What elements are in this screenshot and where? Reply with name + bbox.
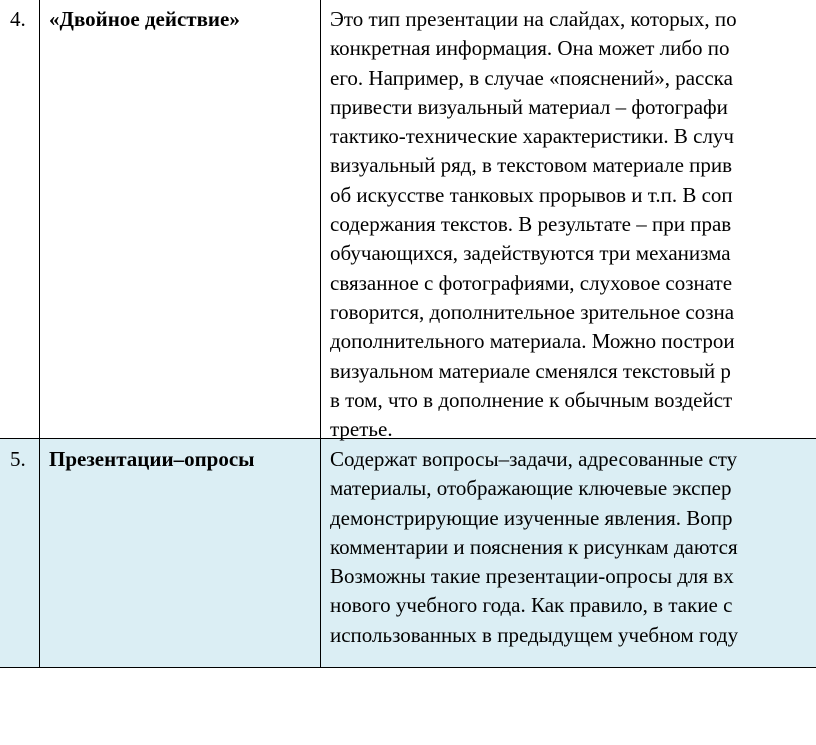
description-line: материалы, отображающие ключевые экспер [330, 476, 732, 501]
description-line: его. Например, в случае «пояснений», расска [330, 65, 733, 90]
description-cell [321, 439, 816, 668]
description-line: третье. [330, 417, 393, 442]
description-line: использованных в предыдущем учебном году [330, 622, 739, 647]
description-line: об искусстве танковых прорывов и т.п. В соп [330, 182, 733, 207]
description-line: Содержат вопросы–задачи, адресованные сту [330, 447, 738, 471]
description-line: Это тип презентации на слайдах, которых, по [330, 7, 737, 31]
description-line: демонстрирующие изученные явления. Вопр [330, 505, 733, 530]
description-line: связанное с фотографиями, слуховое сознате [330, 270, 733, 295]
description-line: Возможны такие презентации-опросы для вх [330, 564, 734, 589]
row-number-cell [0, 439, 40, 668]
description-line: нового учебного года. Как правило, в такие с [330, 593, 733, 618]
description-line: говорится, дополнительное зрительное созна [330, 299, 735, 324]
description-line: визуальный ряд, в текстовом материале прив [330, 153, 733, 178]
presentation-type-cell [40, 0, 321, 439]
row-number-cell [0, 0, 40, 439]
description-line: обучающихся, задействуются три механизма [330, 241, 731, 266]
description-line: в том, что в дополнение к обычным воздейст [330, 387, 733, 412]
description-line: привести визуальный материал – фотографи [330, 94, 728, 119]
description-line: дополнительного материала. Можно построи [330, 329, 735, 354]
presentation-type-cell [40, 439, 321, 668]
row-number: 4. [10, 7, 26, 31]
description-cell [321, 0, 816, 442]
description-line: тактико-технические характеристики. В случ [330, 124, 734, 149]
presentation-type-name: «Двойное действие» [49, 7, 240, 31]
table-row [0, 439, 816, 668]
description-line: конкретная информация. Она может либо по [330, 36, 730, 61]
presentation-type-name: Презентации–опросы [49, 447, 255, 471]
description-line: комментарии и пояснения к рисункам даются [330, 534, 738, 559]
description-line: содержания текстов. В результате – при прав [330, 212, 732, 237]
row-number: 5. [10, 447, 26, 471]
description-line: визуальном материале сменялся текстовый р [330, 358, 731, 383]
